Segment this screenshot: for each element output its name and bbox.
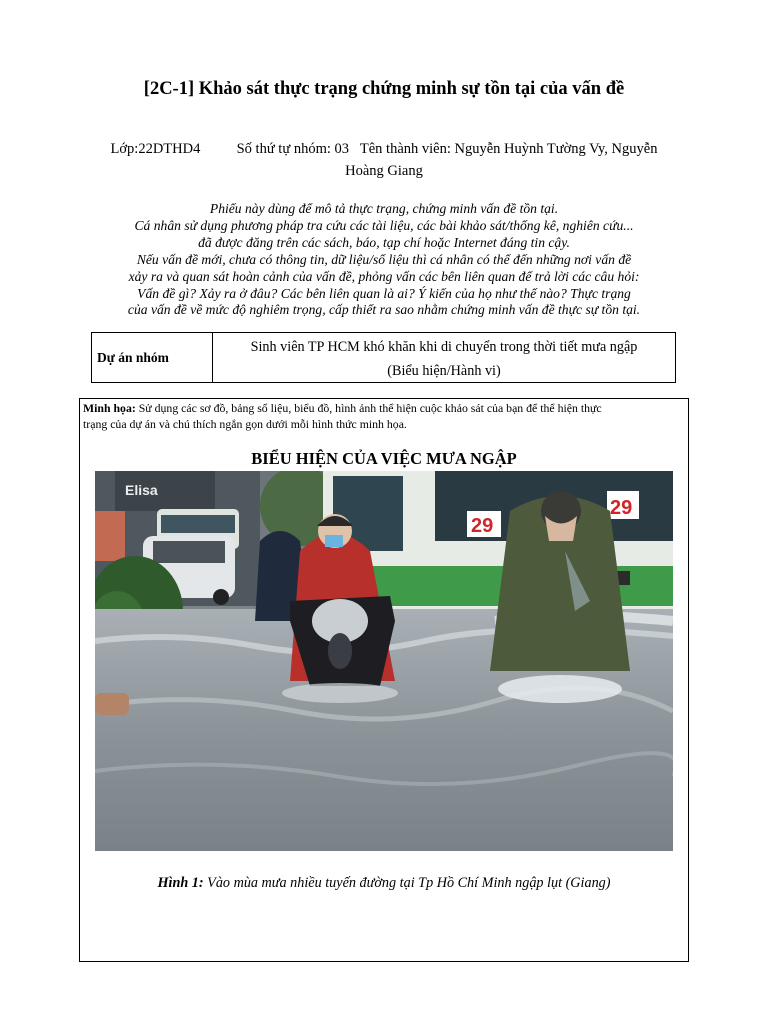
group-label: Số thứ tự nhóm: 03 <box>236 141 350 157</box>
illustration-note <box>83 400 687 432</box>
illustration-note-text-cont: trạng của dự án và chú thích ngắn gọn dưới mỗi hình thức minh họa. <box>83 417 407 431</box>
members-label-cont: Hoàng Giang <box>345 163 423 179</box>
intro-line: xảy ra và quan sát hoàn cảnh của vấn đề, phỏng vấn các bên liên quan để trả lời các câu hỏi: <box>128 268 640 284</box>
caption-label: Hình 1: <box>157 875 204 891</box>
meta-block <box>88 138 680 182</box>
class-label: Lớp:22DTHD4 <box>110 141 201 157</box>
project-value-type: (Biểu hiện/Hành vi) <box>387 363 501 379</box>
intro-line: Vấn đề gì? Xảy ra ở đâu? Các bên liên quan là ai? Ý kiến của họ như thế nào? Thực trạng <box>137 285 631 301</box>
bus-number-side: 29 <box>610 497 633 519</box>
caption-text: Vào mùa mưa nhiều tuyến đường tại Tp Hồ Chí Minh ngập lụt (Giang) <box>203 875 611 891</box>
flood-photo <box>95 471 673 851</box>
intro-line: của vấn đề về mức độ nghiêm trọng, cấp thiết ra sao nhằm chứng minh vấn đề thực sự tồn tại. <box>127 302 641 318</box>
intro-line: đã được đăng trên các sách, báo, tạp chí hoặc Internet đáng tin cậy. <box>198 234 570 250</box>
illustration-note-text: Sử dụng các sơ đồ, bảng số liệu, biểu đồ, hình ảnh thể hiện cuộc khảo sát của bạn để thể hiện thực <box>135 401 602 415</box>
figure-caption <box>80 875 688 892</box>
project-label: Dự án nhóm <box>92 333 213 382</box>
image-title: BIỂU HIỆN CỦA VIỆC MƯA NGẬP <box>251 449 517 468</box>
page-title: [2C-1] Khảo sát thực trạng chứng minh sự tồn tại của vấn đề <box>143 79 625 99</box>
illustration-label: Minh họa: <box>83 401 136 415</box>
shop-sign: Elisa <box>125 482 158 498</box>
illustration-box <box>79 398 689 962</box>
project-value-line: Sinh viên TP HCM khó khăn khi di chuyển trong thời tiết mưa ngập <box>250 339 638 355</box>
members-label: Tên thành viên: Nguyễn Huỳnh Tường Vy, Nguyễn <box>359 141 658 157</box>
project-value <box>213 333 675 382</box>
intro-line: Phiếu này dùng để mô tả thực trạng, chứng minh vấn đề tồn tại. <box>209 201 559 216</box>
flood-photo-drawing <box>95 471 673 851</box>
intro-line: Nếu vấn đề mới, chưa có thông tin, dữ liệu/số liệu thì cá nhân có thể đến những nơi vấn đề <box>136 251 632 267</box>
bus-number-front: 29 <box>471 515 494 537</box>
intro-paragraph <box>86 201 682 319</box>
project-table <box>91 332 676 383</box>
intro-line: Cá nhân sử dụng phương pháp tra cứu các tài liệu, các bài khảo sát/thống kê, nghiên cứu... <box>134 217 634 233</box>
